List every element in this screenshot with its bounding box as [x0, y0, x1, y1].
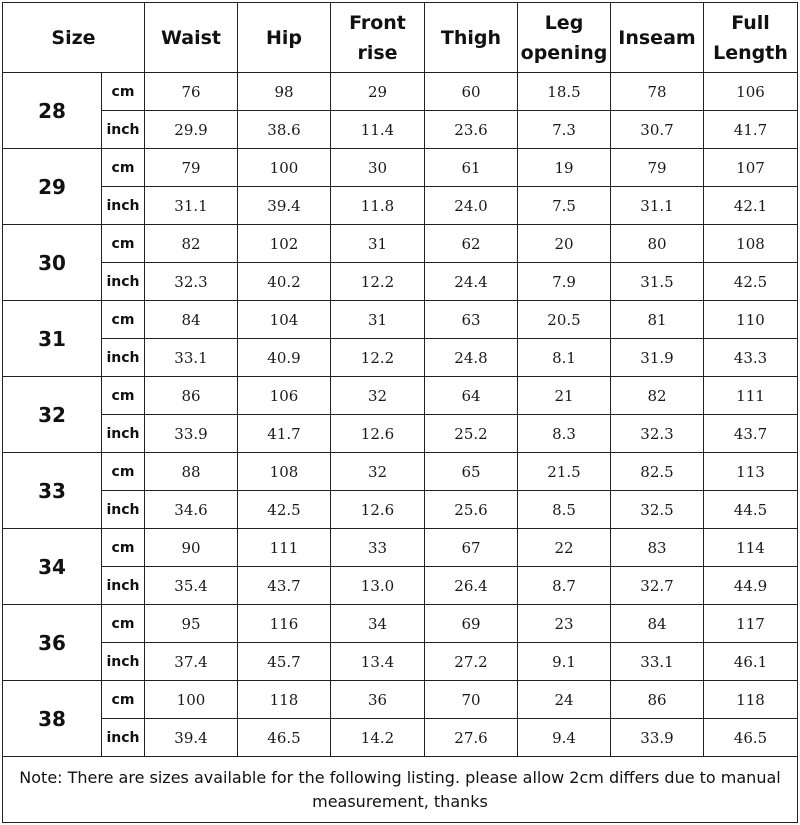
value-cell: 8.1 — [518, 339, 611, 377]
size-table — [2, 2, 798, 823]
value-cell: 107 — [704, 149, 798, 187]
value-cell: 12.2 — [331, 339, 425, 377]
value-cell: 24.8 — [425, 339, 518, 377]
value-cell: 110 — [704, 301, 798, 339]
size-cell: 32 — [3, 377, 102, 453]
column-header — [145, 3, 238, 73]
unit-cell: inch — [102, 567, 145, 605]
value-cell: 60 — [425, 73, 518, 111]
unit-cell: inch — [102, 111, 145, 149]
value-cell: 111 — [238, 529, 331, 567]
value-cell: 42.5 — [704, 263, 798, 301]
value-cell: 7.9 — [518, 263, 611, 301]
table-row — [3, 377, 798, 415]
value-cell: 9.1 — [518, 643, 611, 681]
value-cell: 8.3 — [518, 415, 611, 453]
table-row — [3, 415, 798, 453]
unit-cell: cm — [102, 605, 145, 643]
value-cell: 33.9 — [145, 415, 238, 453]
value-cell: 61 — [425, 149, 518, 187]
value-cell: 32.3 — [611, 415, 704, 453]
value-cell: 25.6 — [425, 491, 518, 529]
table-row — [3, 491, 798, 529]
value-cell: 118 — [704, 681, 798, 719]
value-cell: 33.1 — [145, 339, 238, 377]
value-cell: 24.4 — [425, 263, 518, 301]
column-header — [425, 3, 518, 73]
value-cell: 29 — [331, 73, 425, 111]
value-cell: 27.6 — [425, 719, 518, 757]
value-cell: 19 — [518, 149, 611, 187]
value-cell: 32.5 — [611, 491, 704, 529]
column-header — [704, 3, 798, 73]
size-cell: 36 — [3, 605, 102, 681]
table-row — [3, 529, 798, 567]
value-cell: 86 — [145, 377, 238, 415]
table-row — [3, 225, 798, 263]
value-cell: 36 — [331, 681, 425, 719]
unit-cell: cm — [102, 681, 145, 719]
column-header — [331, 3, 425, 73]
column-header-line: Waist — [160, 26, 221, 49]
value-cell: 20.5 — [518, 301, 611, 339]
value-cell: 41.7 — [238, 415, 331, 453]
value-cell: 79 — [611, 149, 704, 187]
value-cell: 14.2 — [331, 719, 425, 757]
value-cell: 108 — [704, 225, 798, 263]
value-cell: 40.2 — [238, 263, 331, 301]
value-cell: 46.1 — [704, 643, 798, 681]
unit-cell: inch — [102, 263, 145, 301]
value-cell: 31.9 — [611, 339, 704, 377]
value-cell: 9.4 — [518, 719, 611, 757]
column-header — [238, 3, 331, 73]
table-row — [3, 719, 798, 757]
value-cell: 31.5 — [611, 263, 704, 301]
column-header-line: Thigh — [440, 26, 502, 49]
table-row — [3, 111, 798, 149]
value-cell: 80 — [611, 225, 704, 263]
value-cell: 31.1 — [611, 187, 704, 225]
value-cell: 82 — [145, 225, 238, 263]
value-cell: 37.4 — [145, 643, 238, 681]
value-cell: 8.5 — [518, 491, 611, 529]
value-cell: 29.9 — [145, 111, 238, 149]
table-row — [3, 643, 798, 681]
value-cell: 24 — [518, 681, 611, 719]
value-cell: 114 — [704, 529, 798, 567]
value-cell: 18.5 — [518, 73, 611, 111]
table-row — [3, 567, 798, 605]
value-cell: 46.5 — [238, 719, 331, 757]
table-row — [3, 453, 798, 491]
value-cell: 78 — [611, 73, 704, 111]
value-cell: 12.6 — [331, 491, 425, 529]
value-cell: 33 — [331, 529, 425, 567]
value-cell: 33.1 — [611, 643, 704, 681]
unit-cell: cm — [102, 377, 145, 415]
value-cell: 31 — [331, 225, 425, 263]
value-cell: 32 — [331, 377, 425, 415]
table-row — [3, 301, 798, 339]
size-cell: 31 — [3, 301, 102, 377]
value-cell: 11.8 — [331, 187, 425, 225]
size-cell: 34 — [3, 529, 102, 605]
value-cell: 84 — [611, 605, 704, 643]
column-header — [518, 3, 611, 73]
value-cell: 44.9 — [704, 567, 798, 605]
value-cell: 100 — [145, 681, 238, 719]
column-header-line: Front — [349, 11, 406, 34]
value-cell: 12.6 — [331, 415, 425, 453]
value-cell: 30 — [331, 149, 425, 187]
value-cell: 46.5 — [704, 719, 798, 757]
note-text: Note: There are sizes available for the following listing. please allow 2cm differs due to manual measurement, thanks — [3, 757, 798, 823]
value-cell: 35.4 — [145, 567, 238, 605]
value-cell: 62 — [425, 225, 518, 263]
value-cell: 45.7 — [238, 643, 331, 681]
unit-cell: inch — [102, 491, 145, 529]
value-cell: 38.6 — [238, 111, 331, 149]
value-cell: 113 — [704, 453, 798, 491]
table-body — [3, 73, 798, 757]
value-cell: 24.0 — [425, 187, 518, 225]
size-header: Size — [3, 3, 145, 73]
unit-cell: cm — [102, 453, 145, 491]
value-cell: 106 — [238, 377, 331, 415]
value-cell: 27.2 — [425, 643, 518, 681]
value-cell: 65 — [425, 453, 518, 491]
value-cell: 42.1 — [704, 187, 798, 225]
table-row — [3, 339, 798, 377]
column-header-line: Leg — [544, 11, 584, 34]
value-cell: 83 — [611, 529, 704, 567]
column-header-line: Length — [713, 41, 788, 64]
value-cell: 39.4 — [238, 187, 331, 225]
value-cell: 111 — [704, 377, 798, 415]
value-cell: 64 — [425, 377, 518, 415]
value-cell: 102 — [238, 225, 331, 263]
table-row — [3, 187, 798, 225]
value-cell: 42.5 — [238, 491, 331, 529]
value-cell: 31.1 — [145, 187, 238, 225]
unit-cell: inch — [102, 339, 145, 377]
table-row — [3, 263, 798, 301]
value-cell: 43.3 — [704, 339, 798, 377]
column-header — [611, 3, 704, 73]
value-cell: 40.9 — [238, 339, 331, 377]
value-cell: 20 — [518, 225, 611, 263]
value-cell: 13.4 — [331, 643, 425, 681]
value-cell: 70 — [425, 681, 518, 719]
note-row — [3, 757, 798, 823]
table-row — [3, 681, 798, 719]
value-cell: 104 — [238, 301, 331, 339]
value-cell: 69 — [425, 605, 518, 643]
value-cell: 39.4 — [145, 719, 238, 757]
size-cell: 30 — [3, 225, 102, 301]
table-row — [3, 149, 798, 187]
value-cell: 32 — [331, 453, 425, 491]
value-cell: 117 — [704, 605, 798, 643]
value-cell: 32.7 — [611, 567, 704, 605]
value-cell: 82.5 — [611, 453, 704, 491]
value-cell: 26.4 — [425, 567, 518, 605]
value-cell: 13.0 — [331, 567, 425, 605]
value-cell: 31 — [331, 301, 425, 339]
value-cell: 79 — [145, 149, 238, 187]
value-cell: 98 — [238, 73, 331, 111]
value-cell: 33.9 — [611, 719, 704, 757]
value-cell: 41.7 — [704, 111, 798, 149]
header-row — [3, 3, 798, 73]
value-cell: 25.2 — [425, 415, 518, 453]
value-cell: 8.7 — [518, 567, 611, 605]
value-cell: 7.5 — [518, 187, 611, 225]
value-cell: 82 — [611, 377, 704, 415]
value-cell: 84 — [145, 301, 238, 339]
value-cell: 34.6 — [145, 491, 238, 529]
size-cell: 33 — [3, 453, 102, 529]
column-header-line: Inseam — [618, 26, 696, 49]
column-header-line: Hip — [265, 26, 302, 49]
value-cell: 100 — [238, 149, 331, 187]
value-cell: 90 — [145, 529, 238, 567]
value-cell: 12.2 — [331, 263, 425, 301]
table-row — [3, 73, 798, 111]
value-cell: 88 — [145, 453, 238, 491]
unit-cell: inch — [102, 415, 145, 453]
value-cell: 22 — [518, 529, 611, 567]
unit-cell: inch — [102, 719, 145, 757]
value-cell: 23 — [518, 605, 611, 643]
size-cell: 28 — [3, 73, 102, 149]
value-cell: 44.5 — [704, 491, 798, 529]
value-cell: 76 — [145, 73, 238, 111]
value-cell: 118 — [238, 681, 331, 719]
unit-cell: cm — [102, 529, 145, 567]
value-cell: 43.7 — [238, 567, 331, 605]
value-cell: 30.7 — [611, 111, 704, 149]
column-header-line: opening — [520, 41, 608, 64]
unit-cell: cm — [102, 149, 145, 187]
unit-cell: cm — [102, 73, 145, 111]
value-cell: 21.5 — [518, 453, 611, 491]
table-row — [3, 605, 798, 643]
value-cell: 34 — [331, 605, 425, 643]
value-cell: 67 — [425, 529, 518, 567]
value-cell: 11.4 — [331, 111, 425, 149]
value-cell: 95 — [145, 605, 238, 643]
size-cell: 29 — [3, 149, 102, 225]
column-header-line: rise — [357, 41, 398, 64]
value-cell: 63 — [425, 301, 518, 339]
value-cell: 81 — [611, 301, 704, 339]
value-cell: 108 — [238, 453, 331, 491]
size-cell: 38 — [3, 681, 102, 757]
unit-cell: cm — [102, 225, 145, 263]
value-cell: 86 — [611, 681, 704, 719]
value-cell: 106 — [704, 73, 798, 111]
value-cell: 32.3 — [145, 263, 238, 301]
column-header-line: Full — [731, 11, 770, 34]
unit-cell: inch — [102, 643, 145, 681]
value-cell: 21 — [518, 377, 611, 415]
value-cell: 7.3 — [518, 111, 611, 149]
unit-cell: inch — [102, 187, 145, 225]
value-cell: 116 — [238, 605, 331, 643]
unit-cell: cm — [102, 301, 145, 339]
value-cell: 43.7 — [704, 415, 798, 453]
value-cell: 23.6 — [425, 111, 518, 149]
